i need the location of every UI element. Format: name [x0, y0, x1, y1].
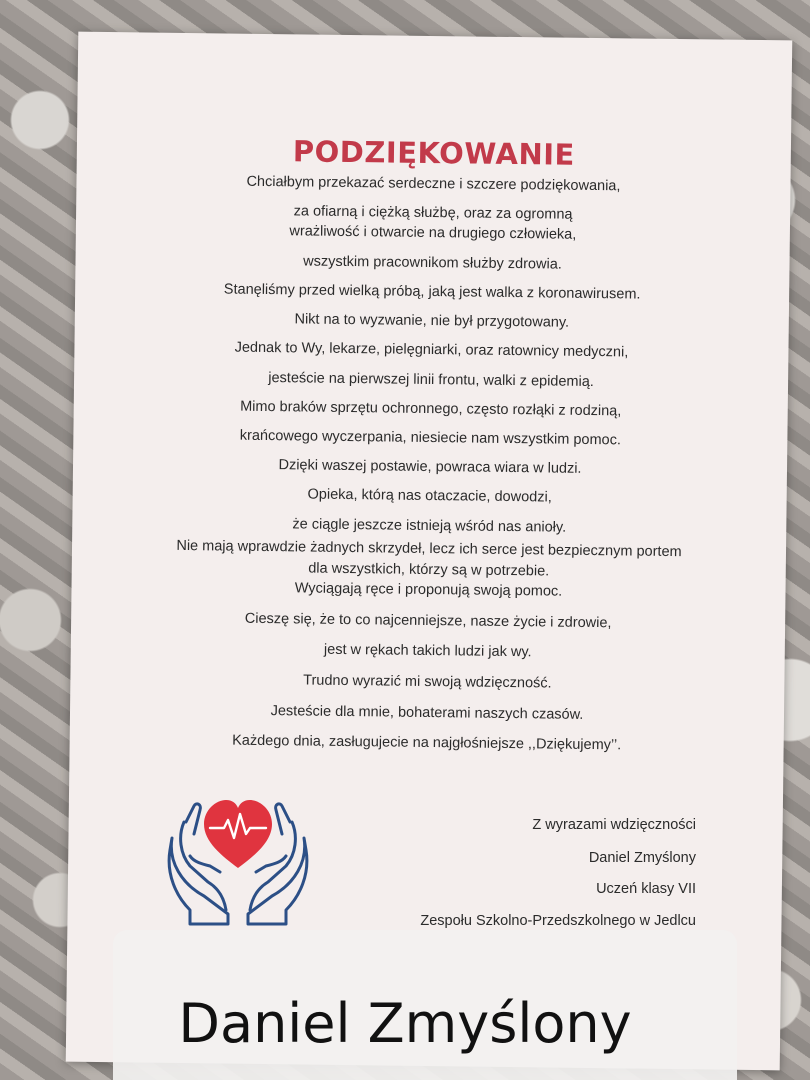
letter-line: krańcowego wyczerpania, niesiecie nam wszystkim pomoc. — [239, 427, 622, 449]
letter-line: Jednak to Wy, lekarze, pielęgniarki, oraz ratownicy medyczni, — [234, 339, 629, 361]
signature-closing: Z wyrazami wdzięczności — [532, 817, 696, 833]
letter-line: Trudno wyrazić mi swoją wdzięczność. — [303, 672, 552, 692]
letter-line: Wyciągają ręce i proponują swoją pomoc. — [294, 580, 563, 600]
letter-line: Nie mają wprawdzie żadnych skrzydeł, lecz ich serce jest bezpiecznym portem — [176, 537, 682, 561]
letter-line: jesteście na pierwszej linii frontu, walki z epidemią. — [268, 370, 594, 391]
letter-line: że ciągle jeszcze istnieją wśród nas anioły. — [292, 516, 567, 536]
letter-line: Nikt na to wyzwanie, nie był przygotowany. — [294, 311, 570, 331]
letter-line: Mimo braków sprzętu ochronnego, często rozłąki z rodziną, — [240, 398, 622, 420]
heart-in-hands-icon — [164, 792, 312, 928]
signature-school: Zespołu Szkolno-Przedszkolnego w Jedlcu — [420, 913, 696, 929]
letter-line: dla wszystkich, którzy są w potrzebie. — [308, 560, 550, 580]
letter-line: wrażliwość i otwarcie na drugiego człowieka, — [289, 223, 577, 243]
letter-line: Każdego dnia, zasługujecie na najgłośniejsze ,,Dziękujemy’’. — [232, 732, 622, 754]
letter-line: Opieka, którą nas otaczacie, dowodzi, — [307, 486, 552, 506]
letter-title: PODZIĘKOWANIE — [292, 134, 576, 172]
signature-class: Uczeń klasy VII — [596, 881, 696, 897]
letter-line: jest w rękach takich ludzi jak wy. — [323, 641, 532, 661]
letter-line: Dzięki waszej postawie, powraca wiara w ludzi. — [278, 457, 582, 477]
letter-line: za ofiarną i ciężką służbę, oraz za ogromną — [293, 203, 573, 223]
caption-text: Daniel Zmyślony — [178, 992, 632, 1055]
letter-line: Cieszę się, że to co najcenniejsze, nasze życie i zdrowie, — [244, 610, 612, 632]
signature-name: Daniel Zmyślony — [588, 850, 696, 866]
letter-line: wszystkim pracownikom służby zdrowia. — [303, 253, 562, 273]
letter-line: Jesteście dla mnie, bohaterami naszych czasów. — [270, 703, 584, 723]
letter-line: Chciałbym przekazać serdeczne i szczere podziękowania, — [246, 173, 621, 195]
letter-line: Stanęliśmy przed wielką próbą, jaką jest walka z koronawirusem. — [223, 281, 641, 303]
